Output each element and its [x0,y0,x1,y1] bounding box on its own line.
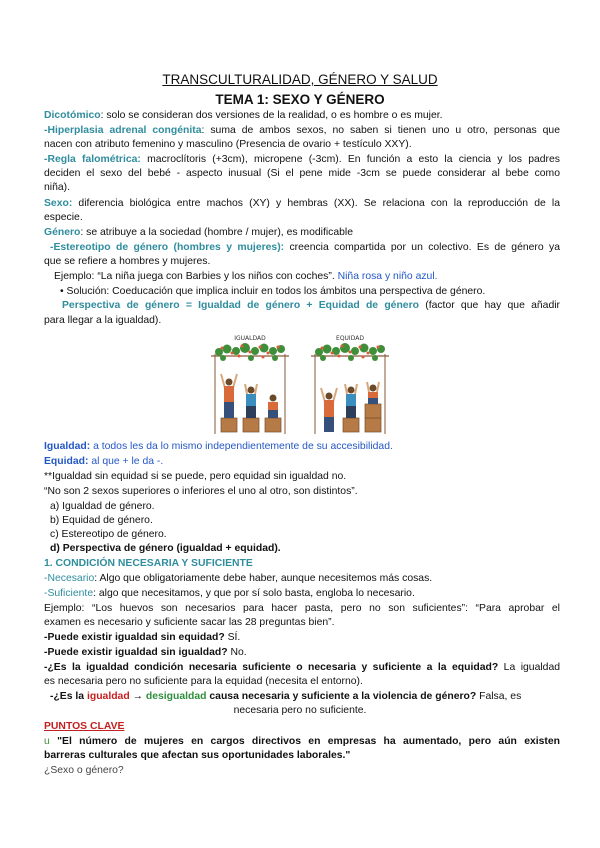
term-perspectiva: Perspectiva de género = Igualdad de género + Equidad de género [62,300,419,311]
note-2: “No son 2 sexos superiores o inferiores el uno al otro, son distintos”. [44,486,358,497]
paragraph-perspectiva: Perspectiva de género = Igualdad de género + Equidad de género (factor que hay que añadir [62,300,560,311]
question-3: -¿Es la igualdad condición necesaria suficiente o necesaria y suficiente a la equidad? La igualdad [44,662,560,673]
term-igualdad: Igualdad: [44,441,91,452]
document-page: TRANSCULTURALIDAD, GÉNERO Y SALUD TEMA 1: SEXO Y GÉNERO Dicotómico: solo se consideran dos versiones de la realidad, o es hombre o es mujer. -Hiperplasia adrenal congénita: suma de ambos sexos, no saben si tienen uno u otro, personas que nacen con atributo femenino y masculino (Presencia de ovario + testículo XXY). -Regla falométrica: macroclítoris (+3cm), micropene (-3cm). En función a esto la ciencia y los padres deciden el sexo del bebé - aspecto inusual (Si el pene mide -3cm se puede considerar al bebe como niña). Sexo: diferencia biológica entre machos (XY) y hembras (XX). Se relaciona con la reproducción de la especie. Género: se atribuye a la sociedad (hombre / mujer), es modificable -Estereotipo de género (hombres y mujeres): creencia compartida por un colectivo. Es de género ya que se refiere a hombres y mujeres. Ejemplo: “La niña juega con Barbies y los niños con coches”. Niña rosa y niño azul. • Solución: Coeducación que implica incluir en todos los ámbitos una perspectiva de género. Perspectiva de género = Igualdad de género + Equidad de género (factor que hay que añadir para llegar a la igualdad). IGUALDAD EQUIDAD Igualdad: a todos les da lo mismo independientemente de su accesibilidad. Equidad: al que + le da -. **Igualdad sin equidad si se puede, pero equidad sin igualdad no. “No son 2 sexos superiores o inferiores el uno al otro, son distintos”. a) Igualdad de género. b) Equidad de género. c) Estereotipo de género. d) Perspectiva de género (igualdad + equidad). 1. CONDICIÓN NECESARIA Y SUFICIENTE -Necesario: Algo que obligatoriamente debe haber, aunque necesitemos más cosas. -Suficiente: algo que necesitamos, y que por sí solo basta, engloba lo necesario. Ejemplo: “Los huevos son necesarios para hacer pasta, pero no son suficientes”: “Para aprobar el examen es necesario y suficiente sacar las 28 preguntas bien”. -Puede existir igualdad sin equidad? SÍ. -Puede existir igualdad sin igualdad? No. -¿Es la igualdad condición necesaria suficiente o necesaria y suficiente a la equidad? La igualdad es necesaria pero no suficiente para la equidad (necesita el entorno). -¿Es la igualdad → desigualdad causa necesaria y suficiente a la violencia de género? Falsa, es necesaria pero no suficiente. PUNTOS CLAVE u "El número de mujeres en cargos directivos en empresas ha aumentado, pero aún existen barreras culturales que afectan sus oportunidades laborales." ¿Sexo o género? [0,0,600,848]
question-4: -¿Es la igualdad → desigualdad causa necesaria y suficiente a la violencia de género? Falsa, es [50,691,522,702]
term-equidad: Equidad: [44,456,89,467]
section-heading-puntos-clave: PUNTOS CLAVE [44,721,125,732]
question-1: -Puede existir igualdad sin equidad? SÍ. [44,632,241,643]
paragraph-genero: Género: se atribuye a la sociedad (hombre / mujer), es modificable [44,227,353,238]
list-item-b: b) Equidad de género. [50,515,153,526]
list-item-a: a) Igualdad de género. [50,501,155,512]
paragraph-estereotipo: -Estereotipo de género (hombres y mujeres): creencia compartida por un colectivo. Es de género ya [50,242,561,253]
term-regla: -Regla falométrica: [44,154,141,165]
list-item-c: c) Estereotipo de género. [50,529,167,540]
closing-question: ¿Sexo o género? [44,765,124,776]
term-suficiente: -Suficiente [44,588,94,599]
paragraph-equidad: Equidad: al que + le da -. [44,456,164,467]
term-dicotomico: Dicotómico [44,110,101,121]
document-subtitle: TEMA 1: SEXO Y GÉNERO [215,92,385,107]
term-hiperplasia: -Hiperplasia adrenal congénita [44,125,202,136]
paragraph-dicotomico: Dicotómico: solo se consideran dos versiones de la realidad, o es hombre o es mujer. [44,110,443,121]
note-1: **Igualdad sin equidad si se puede, pero equidad sin igualdad no. [44,471,347,482]
paragraph-ejemplo-1: Ejemplo: “La niña juega con Barbies y los niños con coches”. Niña rosa y niño azul. [54,271,438,282]
question-2: -Puede existir igualdad sin igualdad? No. [44,647,247,658]
paragraph-ejemplo-2: Ejemplo: “Los huevos son necesarios para hacer pasta, pero no son suficientes”: “Para aprobar el [44,603,560,614]
key-point-1: u "El número de mujeres en cargos directivos en empresas ha aumentado, pero aún existen [44,736,561,747]
bullet-icon: u [44,736,58,747]
term-necesario: -Necesario [44,573,95,584]
term-sexo: Sexo: [44,198,73,209]
igualdad-label: IGUALDAD [234,335,266,342]
section-heading-condicion: 1. CONDICIÓN NECESARIA Y SUFICIENTE [44,558,253,569]
paragraph-igualdad: Igualdad: a todos les da lo mismo independientemente de su accesibilidad. [44,441,393,452]
equality-equity-illustration [205,330,395,440]
list-item-d: d) Perspectiva de género (igualdad + equidad). [50,543,281,554]
equidad-panel [311,335,389,434]
term-estereotipo: -Estereotipo de género (hombres y mujeres): [50,242,285,253]
igualdad-panel [211,335,289,434]
term-genero: Género [44,227,81,238]
paragraph-hiperplasia: -Hiperplasia adrenal congénita: suma de ambos sexos, no saben si tienen uno u otro, personas que [44,125,560,136]
document-title: TRANSCULTURALIDAD, GÉNERO Y SALUD [162,72,438,87]
paragraph-sexo: Sexo: diferencia biológica entre machos (XY) y hembras (XX). Se relaciona con la reproducción de la [44,198,560,209]
equidad-label: EQUIDAD [336,335,364,342]
paragraph-solucion: • Solución: Coeducación que implica incluir en todos los ámbitos una perspectiva de género. [60,286,486,297]
paragraph-necesario: -Necesario: Algo que obligatoriamente debe haber, aunque necesitemos más cosas. [44,573,433,584]
paragraph-regla: -Regla falométrica: macroclítoris (+3cm), micropene (-3cm). En función a esto la ciencia y los padres [44,154,560,165]
paragraph-suficiente: -Suficiente: algo que necesitamos, y que por sí solo basta, engloba lo necesario. [44,588,415,599]
